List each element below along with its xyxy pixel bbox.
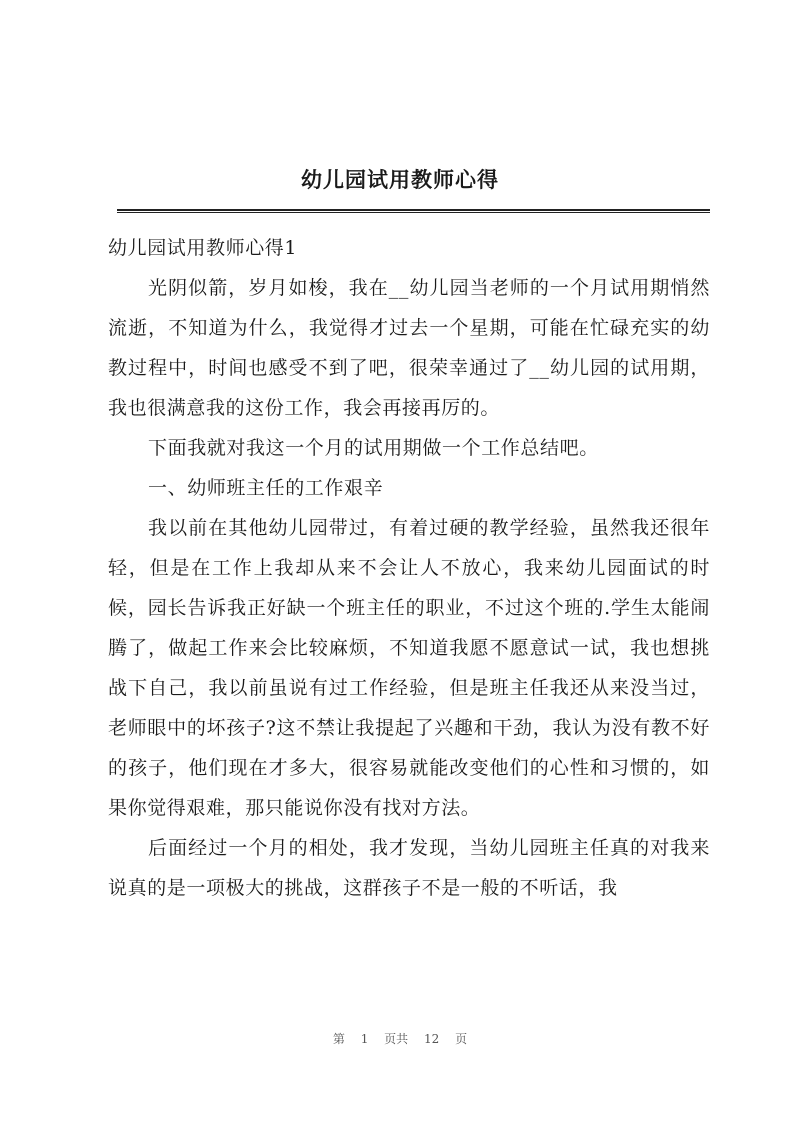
page-label-prefix: 第 [332,1032,345,1046]
current-page-number: 1 [360,1032,369,1046]
paragraph-1: 光阴似箭，岁月如梭，我在__幼儿园当老师的一个月试用期悄然流逝，不知道为什么，我觉得才过去一个星期，可能在忙碌充实的幼教过程中，时间也感受不到了吧，很荣幸通过了__幼儿园的试用期，我也很满意我的这份工作，我会再接再厉的。 [108,277,710,419]
page-footer [0,1030,800,1047]
paragraph-2: 下面我就对我这一个月的试用期做一个工作总结吧。 [148,437,599,459]
document-title: 幼儿园试用教师心得 [301,167,499,192]
page-label-suffix: 页 [455,1032,468,1046]
total-pages-number: 12 [424,1032,440,1046]
paragraph-3: 一、幼师班主任的工作艰辛 [148,477,384,499]
paragraph-4: 我以前在其他幼儿园带过，有着过硬的教学经验，虽然我还很年轻，但是在工作上我却从来不会让人不放心，我来幼儿园面试的时候，园长告诉我正好缺一个班主任的职业，不过这个班的.学生太能闹腾了，做起工作来会比较麻烦，不知道我愿不愿意试一试，我也想挑战下自己，我以前虽说有过工作经验，但是班主任我还从来没当过，老师眼中的坏孩子?这不禁让我提起了兴趣和干劲，我认为没有教不好的孩子，他们现在才多大，很容易就能改变他们的心性和习惯的，如果你觉得艰难，那只能说你没有找对方法。 [108,517,710,819]
section-heading: 幼儿园试用教师心得1 [108,237,298,259]
title-divider [117,209,710,213]
paragraph-5: 后面经过一个月的相处，我才发现，当幼儿园班主任真的对我来说真的是一项极大的挑战，这群孩子不是一般的不听话，我 [108,837,710,899]
page-label-mid: 页共 [384,1032,409,1046]
document-body [108,228,710,908]
